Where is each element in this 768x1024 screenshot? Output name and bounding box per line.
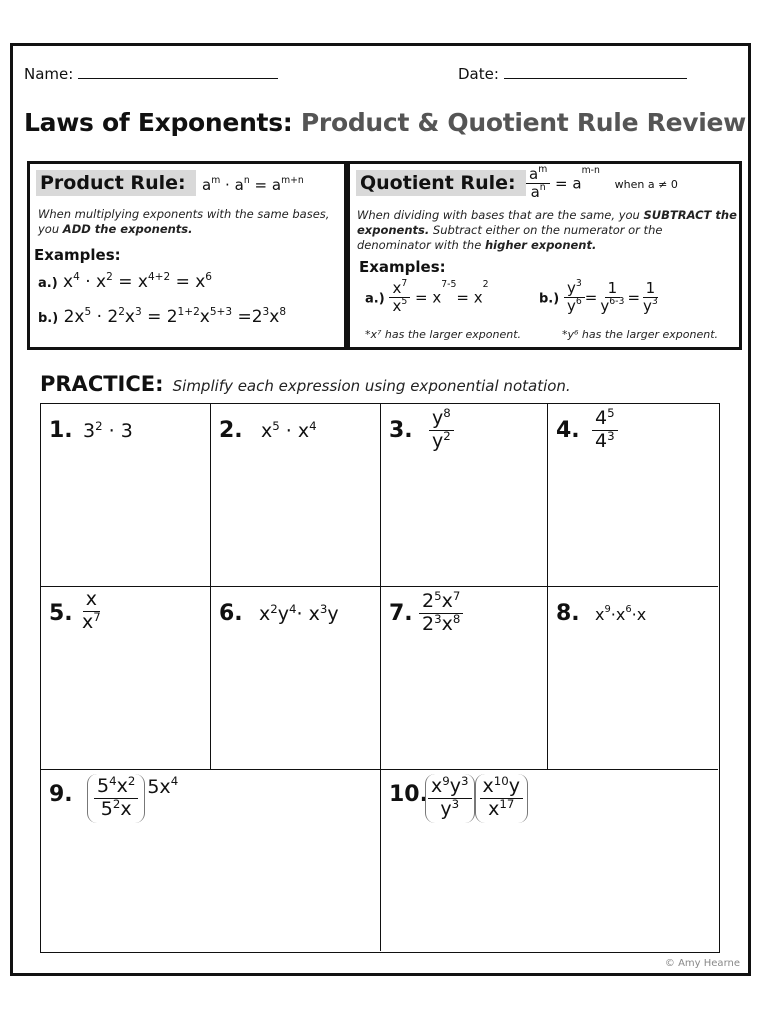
product-rule-description: When multiplying exponents with the same bases, you ADD the exponents. bbox=[38, 207, 330, 236]
product-example-a: a.) $x^4 \cdot x^2 = x^{4+2} = x^6$ bbox=[38, 271, 212, 292]
problem-cell-2[interactable] bbox=[211, 404, 381, 587]
product-examples-label: Examples: bbox=[34, 246, 121, 264]
problem-expression-2: $x^5 \cdot x^4$ bbox=[261, 419, 317, 442]
date-field bbox=[458, 65, 687, 83]
quotient-examples-label: Examples: bbox=[359, 258, 446, 276]
problem-expression-3: $\frac{y^8}{y^2}$ bbox=[429, 408, 454, 453]
quotient-example-a: a.) $\frac{x^7}{x^5}$ = $x^{7-5}= x^2$ bbox=[365, 278, 489, 316]
product-rule-formula: $a^m \cdot a^n = a^{m+n}$ bbox=[202, 175, 304, 194]
name-line[interactable] bbox=[78, 78, 278, 79]
problem-expression-9: $\frac{5^4x^2}{5^2x}$ $5x^4$ bbox=[87, 774, 178, 823]
date-label: Date: bbox=[458, 65, 499, 83]
problem-number-6: 6. bbox=[219, 601, 243, 626]
problem-cell-7[interactable] bbox=[381, 587, 548, 770]
quotient-rule-description: When dividing with bases that are the same, you SUBTRACT the exponents. Subtract either on the numerator or the denominator with the higher exponent. bbox=[357, 208, 737, 252]
problem-number-10: 10. bbox=[389, 782, 428, 807]
quotient-rule-label: Quotient Rule: bbox=[356, 170, 526, 196]
page-title bbox=[24, 108, 746, 137]
quotient-rule-formula: $\frac{a^m}{a^n}$ = $a^{m-n}$ when a ≠ 0 bbox=[526, 166, 678, 202]
problem-cell-9[interactable] bbox=[41, 770, 381, 951]
problem-cell-10[interactable] bbox=[381, 770, 718, 951]
problem-expression-6: $x^2y^4\cdot x^3y$ bbox=[259, 602, 339, 625]
problem-expression-4: $\frac{4^5}{4^3}$ bbox=[592, 408, 618, 453]
problem-expression-10: $\frac{x^9y^3}{y^3}$ $\frac{x^{10}y}{x^{17}}$ bbox=[425, 774, 528, 823]
name-field bbox=[24, 65, 278, 83]
problem-number-5: 5. bbox=[49, 601, 73, 626]
problem-cell-6[interactable] bbox=[211, 587, 381, 770]
practice-instruction: Simplify each expression using exponential notation. bbox=[172, 377, 571, 395]
problem-cell-8[interactable] bbox=[548, 587, 718, 770]
problem-number-3: 3. bbox=[389, 418, 413, 443]
problem-cell-3[interactable] bbox=[381, 404, 548, 587]
product-rule-box bbox=[27, 161, 347, 350]
problem-expression-7: $\frac{2^5x^7}{2^3x^8}$ bbox=[419, 591, 463, 636]
problem-number-9: 9. bbox=[49, 782, 73, 807]
title-rest: Product & Quotient Rule Review bbox=[300, 108, 746, 137]
copyright: © Amy Hearne bbox=[664, 958, 740, 969]
quotient-rule-condition: when a ≠ 0 bbox=[614, 178, 678, 192]
problem-expression-8: $x^9\cdot x^6\cdot x$ bbox=[595, 604, 647, 624]
quotient-rule-box bbox=[347, 161, 742, 350]
quotient-note-a: *x⁷ has the larger exponent. bbox=[365, 328, 522, 341]
product-rule-label: Product Rule: bbox=[36, 170, 196, 196]
problem-expression-1: $3^2 \cdot 3$ bbox=[83, 419, 133, 442]
problem-cell-5[interactable] bbox=[41, 587, 211, 770]
practice-grid bbox=[40, 403, 720, 953]
problem-cell-4[interactable] bbox=[548, 404, 718, 587]
quotient-note-b: *y⁶ has the larger exponent. bbox=[562, 328, 719, 341]
name-label: Name: bbox=[24, 65, 74, 83]
problem-number-8: 8. bbox=[556, 601, 580, 626]
practice-label: PRACTICE: bbox=[40, 372, 164, 396]
title-bold: Laws of Exponents: bbox=[24, 108, 293, 137]
problem-cell-1[interactable] bbox=[41, 404, 211, 587]
problem-number-7: 7. bbox=[389, 601, 413, 626]
problem-expression-5: $\frac{x}{x^7}$ bbox=[82, 588, 101, 633]
practice-heading bbox=[40, 372, 571, 396]
product-example-b: b.) $2x^5 \cdot 2^2x^3 = 2^{1+2}x^{5+3} =2^3x^8$ bbox=[38, 306, 287, 327]
problem-number-2: 2. bbox=[219, 418, 243, 443]
quotient-example-b: b.) $\frac{y^3}{y^6}$ = $\frac{1}{y^{6-3}}$ = $\frac{1}{y^3}$ bbox=[539, 278, 658, 316]
problem-number-1: 1. bbox=[49, 418, 73, 443]
problem-number-4: 4. bbox=[556, 418, 580, 443]
date-line[interactable] bbox=[504, 78, 687, 79]
